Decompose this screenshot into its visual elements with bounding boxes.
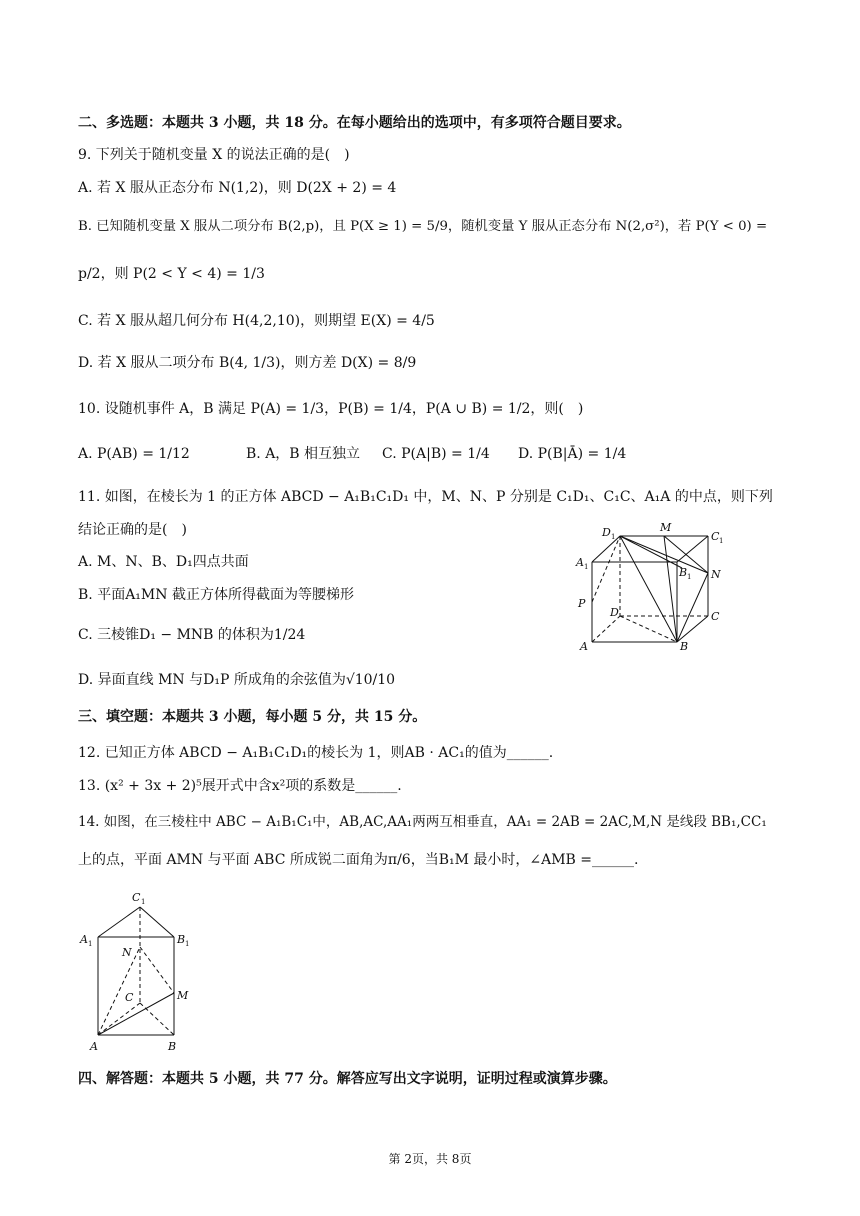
label-d1: D bbox=[602, 526, 611, 539]
label-b1: B bbox=[177, 933, 186, 946]
q10-stem: 10. 设随机事件 A，B 满足 P(A) = 1/3，P(B) = 1/4，P(A ∪ B) = 1/2，则( ) bbox=[78, 401, 584, 417]
q9-option-c: C. 若 X 服从超几何分布 H(4,2,10)，则期望 E(X) = 4/5 bbox=[78, 313, 435, 329]
label-n: N bbox=[122, 946, 132, 959]
q11-option-c: C. 三棱锥D₁ − MNB 的体积为1/24 bbox=[78, 627, 306, 643]
label-c1-sub: 1 bbox=[141, 898, 146, 906]
label-c: C bbox=[125, 991, 134, 1004]
label-a1: A bbox=[576, 556, 584, 569]
label-b1: B bbox=[679, 566, 688, 579]
q14-line2: 上的点，平面 AMN 与平面 ABC 所成锐二面角为π/6，当B₁M 最小时，∠AMB =______. bbox=[78, 852, 639, 868]
q11-stem-line1: 11. 如图，在棱长为 1 的正方体 ABCD − A₁B₁C₁D₁ 中，M、N、P 分别是 C₁D₁、C₁C、A₁A 的中点，则下列 bbox=[78, 489, 773, 505]
label-m: M bbox=[660, 521, 672, 534]
q12-text: 12. 已知正方体 ABCD − A₁B₁C₁D₁的棱长为 1，则AB · AC₁的值为______. bbox=[78, 745, 554, 761]
label-c1-sub: 1 bbox=[719, 537, 724, 545]
q9-option-b-line2: p/2，则 P(2 < Y < 4) = 1/3 bbox=[78, 266, 265, 282]
q10-option-c: C. P(A|B) = 1/4 bbox=[382, 446, 490, 462]
cube-figure bbox=[570, 520, 730, 655]
q9-option-d: D. 若 X 服从二项分布 B(4, 1/3)，则方差 D(X) = 8/9 bbox=[78, 355, 417, 371]
label-a1: A bbox=[80, 933, 88, 946]
q10-option-a: A. P(AB) = 1/12 bbox=[78, 446, 190, 462]
label-m: M bbox=[177, 989, 189, 1002]
label-b1-sub: 1 bbox=[185, 940, 190, 948]
label-d1-sub: 1 bbox=[611, 533, 616, 541]
label-c1: C bbox=[132, 891, 141, 904]
label-b1-sub: 1 bbox=[687, 573, 692, 581]
q13-text: 13. (x² + 3x + 2)⁵展开式中含x²项的系数是______. bbox=[78, 778, 402, 794]
prism-figure bbox=[78, 885, 208, 1055]
label-n: N bbox=[711, 568, 721, 581]
label-c1: C bbox=[711, 530, 720, 543]
q9-option-b-line1: B. 已知随机变量 X 服从二项分布 B(2,p)，且 P(X ≥ 1) = 5/9，随机变量 Y 服从正态分布 N(2,σ²)，若 P(Y < 0) = bbox=[78, 219, 768, 234]
q11-option-a: A. M、N、B、D₁四点共面 bbox=[78, 554, 249, 570]
q14-line1: 14. 如图，在三棱柱中 ABC − A₁B₁C₁中，AB,AC,AA₁两两互相垂直，AA₁ = 2AB = 2AC,M,N 是线段 BB₁,CC₁ bbox=[78, 814, 767, 830]
q10-option-d: D. P(B|Ā) = 1/4 bbox=[518, 446, 627, 462]
q11-option-d: D. 异面直线 MN 与D₁P 所成角的余弦值为√10/10 bbox=[78, 672, 396, 688]
section-4-heading: 四、解答题：本题共 5 小题，共 77 分。解答应写出文字说明，证明过程或演算步骤。 bbox=[78, 1071, 617, 1087]
q11-stem-line2: 结论正确的是( ) bbox=[78, 522, 187, 538]
label-p: P bbox=[578, 597, 586, 610]
label-a: A bbox=[90, 1040, 98, 1053]
section-3-heading: 三、填空题：本题共 3 小题，每小题 5 分，共 15 分。 bbox=[78, 709, 427, 725]
label-a: A bbox=[580, 640, 588, 653]
section-2-heading: 二、多选题：本题共 3 小题，共 18 分。在每小题给出的选项中，有多项符合题目要求。 bbox=[78, 115, 631, 131]
label-b: B bbox=[680, 640, 689, 653]
page-footer: 第 2页，共 8页 bbox=[388, 1152, 472, 1166]
q11-option-b: B. 平面A₁MN 截正方体所得截面为等腰梯形 bbox=[78, 587, 354, 603]
label-c: C bbox=[711, 610, 720, 623]
q9-option-a: A. 若 X 服从正态分布 N(1,2)，则 D(2X + 2) = 4 bbox=[78, 180, 397, 196]
label-a1-sub: 1 bbox=[88, 940, 93, 948]
label-a1-sub: 1 bbox=[584, 563, 589, 571]
label-b: B bbox=[168, 1040, 177, 1053]
q9-stem: 9. 下列关于随机变量 X 的说法正确的是( ) bbox=[78, 147, 350, 163]
q10-option-b: B. A，B 相互独立 bbox=[246, 446, 361, 462]
label-d: D bbox=[610, 606, 619, 619]
